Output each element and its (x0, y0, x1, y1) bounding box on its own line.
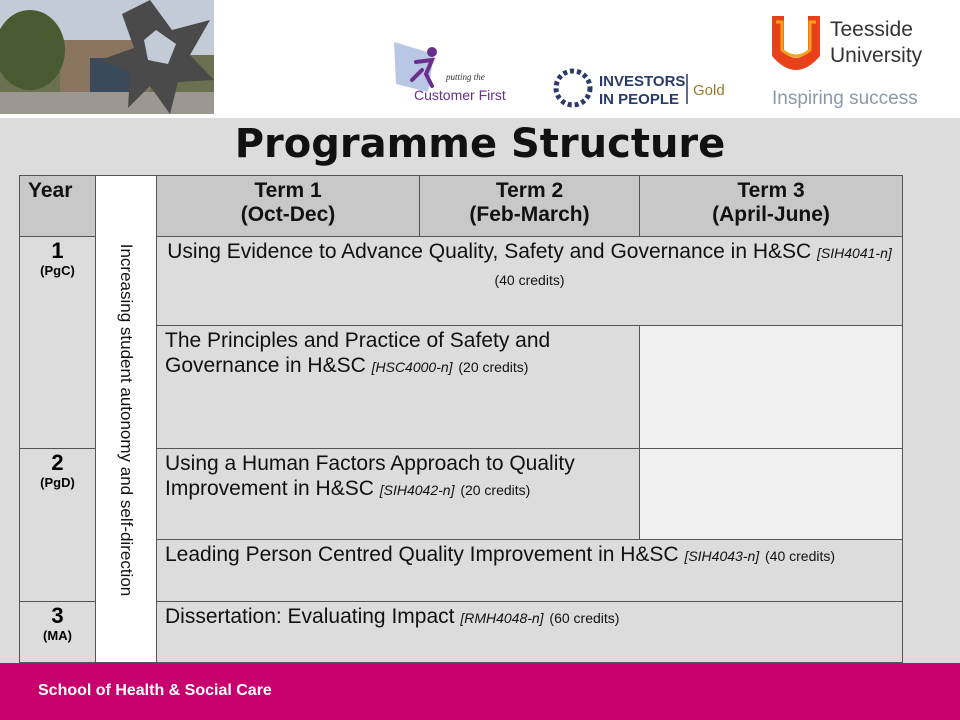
module-rmh4048-code: [RMH4048-n] (460, 610, 544, 626)
campus-photo (0, 0, 214, 114)
module-rmh4048-title: Dissertation: Evaluating Impact (165, 605, 455, 628)
module-hsc4000-title: The Principles and Practice of Safety and Governance in H&SC (165, 329, 551, 377)
year-3-number: 3 (51, 603, 64, 628)
year-3-cell (19, 601, 96, 663)
header-term1-label: Term 1 (254, 179, 322, 202)
header-term2-label: Term 2 (495, 179, 564, 202)
vertical-label-column (95, 175, 157, 663)
empty-term3-year1 (639, 325, 903, 449)
customer-first-logo (392, 40, 522, 108)
year-3-label: (MA) (43, 628, 72, 643)
header-year (19, 175, 96, 237)
year-1-label: (PgC) (40, 263, 75, 278)
module-sih4041-title: Using Evidence to Advance Quality, Safety and Governance in H&SC (167, 240, 812, 263)
header-year-label: Year (28, 179, 73, 202)
investors-in-people-logo (553, 68, 733, 110)
teesside-tagline: Inspiring success (772, 88, 918, 109)
programme-table (19, 175, 903, 663)
teesside-university-logo (768, 12, 938, 112)
module-hsc4000 (156, 325, 640, 449)
iip-level: Gold (693, 82, 725, 99)
teesside-line1: Teesside (830, 18, 913, 41)
module-sih4043 (156, 539, 903, 602)
module-sih4043-title: Leading Person Centred Quality Improvement in H&SC (165, 543, 679, 566)
module-sih4041 (156, 236, 903, 326)
header-term3-sub: (April-June) (712, 203, 830, 226)
module-sih4042-credits: (20 credits) (460, 482, 531, 498)
module-hsc4000-code: [HSC4000-n] (371, 359, 453, 375)
year-1-number: 1 (51, 238, 64, 263)
module-sih4043-credits: (40 credits) (765, 548, 836, 564)
customer-first-line2: Customer First (414, 87, 506, 103)
year-1-cell (19, 236, 96, 449)
header-term1 (156, 175, 420, 237)
header-term2 (419, 175, 640, 237)
iip-line1: INVESTORS (599, 73, 686, 90)
empty-term3-year2 (639, 448, 903, 540)
header-bar (0, 0, 960, 118)
footer-school-name: School of Health & Social Care (38, 682, 272, 699)
year-2-number: 2 (51, 450, 64, 475)
header-term2-sub: (Feb-March) (469, 203, 590, 226)
page-title: Programme Structure (234, 121, 726, 167)
module-rmh4048-credits: (60 credits) (549, 610, 620, 626)
footer-bar (0, 663, 960, 720)
header-term1-sub: (Oct-Dec) (240, 203, 336, 226)
module-rmh4048 (156, 601, 903, 663)
module-hsc4000-credits: (20 credits) (458, 359, 529, 375)
year-2-label: (PgD) (40, 475, 75, 490)
module-sih4043-code: [SIH4043-n] (684, 548, 760, 564)
module-sih4042 (156, 448, 640, 540)
year-2-cell (19, 448, 96, 602)
module-sih4041-credits: (40 credits) (494, 272, 565, 288)
iip-line2: IN PEOPLE (599, 91, 680, 108)
customer-first-line1: putting the (446, 72, 485, 82)
module-sih4041-code: [SIH4041-n] (817, 245, 892, 261)
teesside-line2: University (830, 44, 923, 67)
module-sih4042-code: [SIH4042-n] (379, 482, 455, 498)
header-term3-label: Term 3 (737, 179, 805, 202)
header-term3 (639, 175, 903, 237)
module-sih4042-title: Using a Human Factors Approach to Quality Improvement in H&SC (165, 452, 575, 500)
vertical-autonomy-label: Increasing student autonomy and self-direction (117, 243, 136, 597)
